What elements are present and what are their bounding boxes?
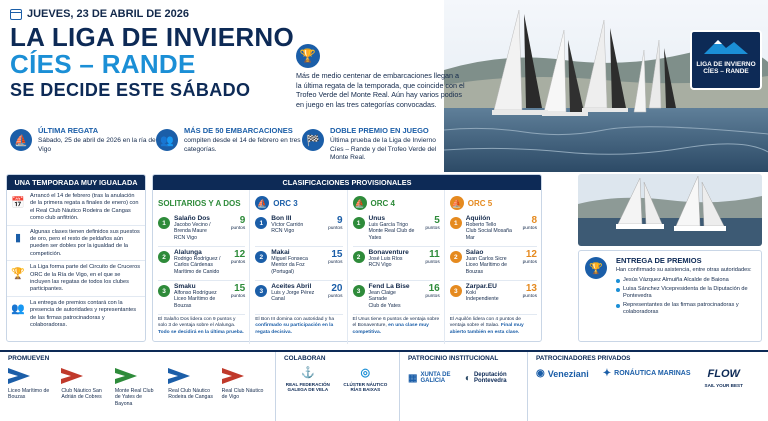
club-name: Liceo Marítimo de Bouzas: [8, 388, 50, 401]
club-name: Real Club Náutico de Vigo: [221, 388, 264, 401]
boat-name: Makai: [271, 249, 290, 256]
boat-info: [369, 283, 416, 314]
club-logo: [115, 366, 160, 407]
boat-club: Monte Real Club de Yates: [368, 228, 415, 241]
points-label: puntos: [522, 226, 537, 231]
boat-crew: Luis García Trigo: [368, 222, 408, 228]
standing-row: [255, 283, 342, 315]
boat-info: [466, 283, 513, 314]
podium-icon: ▮: [14, 232, 22, 245]
points-value: 15: [331, 249, 343, 260]
boat-crew: Koki: [465, 290, 476, 296]
boat-info: [174, 283, 221, 314]
position-badge: 1: [450, 217, 462, 229]
cluster-name: CLÚSTER NÁUTICO RÍAS BAIXAS: [343, 382, 388, 392]
boat-crew: Víctor Carrión: [271, 222, 304, 228]
boat-name: Aquilón: [465, 215, 491, 222]
class-header: [158, 194, 245, 212]
boat-info: [466, 249, 513, 280]
bullet-icon: [616, 304, 620, 308]
title-line1: LA LIGA DE INVIERNO: [10, 22, 295, 52]
sailboat-icon: ⛵: [353, 196, 367, 210]
collaborators-logos: [284, 366, 391, 392]
club-pennant-icon: [115, 366, 137, 386]
awards-item: [616, 302, 756, 316]
class-name: ORC 5: [467, 198, 493, 208]
boat-info: [369, 215, 416, 246]
classification-column: [153, 190, 250, 344]
class-note: [450, 317, 537, 336]
season-panel: [6, 174, 146, 342]
boat-club: RCN Vigo: [174, 234, 197, 241]
points-block: [221, 215, 245, 246]
boat-club: Liceo Marítimo de Bouzas: [174, 296, 216, 309]
position-badge: 2: [255, 251, 267, 263]
awards-intro: Han confirmado su asistencia, entre otras autoridades:: [616, 267, 752, 273]
points-block: [319, 283, 343, 314]
class-note-highlight: Todo se decidirá en la última prueba.: [158, 329, 244, 335]
trophy-icon: 🏆: [585, 257, 607, 279]
awards-item: [616, 277, 756, 284]
people-icon: 👥: [11, 303, 25, 316]
promoters-group: [0, 352, 276, 421]
class-name: ORC 3: [273, 198, 298, 208]
promoters-title: PROMUEVEN: [8, 355, 50, 362]
points-value: 15: [234, 283, 246, 294]
classifications-title: CLASIFICACIONES PROVISIONALES: [153, 175, 541, 190]
bullet-icon: [616, 288, 620, 292]
date-text: JUEVES, 23 DE ABRIL DE 2026: [27, 8, 190, 20]
awards-item: [616, 286, 756, 300]
points-value: 13: [525, 283, 537, 294]
points-value: 12: [234, 249, 246, 260]
points-value: 9: [336, 215, 343, 226]
points-block: [221, 249, 245, 280]
boat-info: [174, 249, 221, 280]
boat-club: Club Social Mosaña Mar: [465, 228, 512, 241]
standing-row: [450, 215, 537, 247]
awards-item-text: Representantes de las firmas patrocinadoras y colaboradoras: [623, 302, 739, 315]
boat-crew: Jacobo Vecino / Brenda Maure: [174, 222, 211, 235]
collaborators-group: [276, 352, 400, 421]
boat-info: [466, 215, 513, 246]
title-line2: CÍES – RANDE: [10, 49, 196, 79]
group-icon: 👥: [156, 129, 178, 151]
secondary-photo: [578, 174, 762, 246]
veneziani-logo: [536, 368, 589, 379]
position-badge: 3: [353, 285, 365, 297]
boat-club: RCN Vigo: [271, 228, 295, 235]
mountain-logo-icon: [704, 38, 748, 54]
boat-crew: Alfonso Rodríguez: [174, 290, 217, 296]
standing-row: [353, 283, 440, 315]
boat-crew: José Luis Ríos: [368, 256, 403, 262]
points-block: [513, 283, 537, 314]
club-logo: [168, 366, 213, 401]
boat-club: Independiente: [465, 296, 499, 303]
class-note-text: El Aquilón lidera con 4 puntos de ventaja sobre el Salao.: [449, 317, 521, 329]
class-note: [255, 317, 342, 336]
boat-info: [174, 215, 221, 246]
ronautica-logo: [603, 368, 691, 379]
fact-last-regatta: [10, 126, 156, 168]
season-item-text: La entrega de premios contará con la presencia de autoridades y representantes de las firmas patrocinadoras y colaboradoras.: [30, 299, 137, 329]
points-block: [513, 249, 537, 280]
club-name: Club Náutico San Adrián de Cobres: [61, 388, 102, 401]
position-badge: 2: [353, 251, 365, 263]
classification-columns: [153, 190, 541, 344]
deputacion-icon: ◐: [464, 372, 471, 384]
xunta-logo: [408, 372, 457, 384]
boat-info: [271, 283, 318, 314]
boat-crew: Rodrigo Rodríguez / Carlos Cárdenas: [174, 256, 221, 269]
season-item: [7, 261, 145, 297]
awards-title: ENTREGA DE PREMIOS: [616, 256, 702, 265]
federation-name: REAL FEDERACIÓN GALEGA DE VELA: [285, 382, 330, 392]
ronautica-icon: ✦: [602, 368, 612, 379]
points-value: 16: [428, 283, 440, 294]
cluster-icon: ◎: [360, 367, 371, 379]
key-facts: [10, 126, 450, 168]
position-badge: 2: [450, 251, 462, 263]
badge-line1: LIGA DE INVIERNO: [696, 61, 756, 68]
awards-list: [616, 277, 756, 316]
class-note-text: El Unus tiene 6 puntos de ventaja sobre el Bonaventure,: [352, 317, 440, 329]
points-block: [416, 283, 440, 314]
club-name: Monte Real Club de Yates de Bayona: [114, 388, 154, 407]
season-title: UNA TEMPORADA MUY IGUALADA: [7, 175, 145, 190]
class-note-highlight: confirmado su participación en la regata decisiva.: [255, 323, 334, 335]
class-note-text: El Bon III domina con autoridad y ha: [255, 317, 335, 322]
flag-icon: 🏁: [302, 129, 324, 151]
trophy-icon: 🏆: [296, 44, 320, 68]
fact-title: MÁS DE 50 EMBARCACIONES: [184, 126, 293, 135]
fact-text: Última prueba de la Liga de Invierno Cíes – Rande y del Trofeo Verde del Monte Real.: [330, 137, 437, 162]
points-block: [319, 249, 343, 280]
boat-name: Salaño Dos: [174, 215, 210, 222]
institutional-logos: [408, 366, 519, 384]
calendar-icon: 📅: [11, 196, 25, 209]
subtitle: SE DECIDE ESTE SÁBADO: [10, 80, 251, 100]
club-pennant-icon: [8, 366, 30, 386]
boat-crew: Juan Carlos Sicre: [465, 256, 507, 262]
boat-crew: Roberto Tello: [465, 222, 497, 228]
standing-row: [255, 215, 342, 247]
season-item-text: Algunas clases tienen definidos sus puestos de oro, pero el resto de peldaños aún pueden ser dobles por la igualdad de la competición.: [30, 228, 140, 257]
boat-name: Salao: [465, 249, 484, 256]
points-block: [416, 215, 440, 246]
sailboat-icon: ⛵: [10, 129, 32, 151]
flow-name: FLOW: [707, 368, 740, 380]
points-label: puntos: [328, 226, 343, 231]
club-logo: [222, 366, 267, 401]
trophy-icon: 🏆: [11, 267, 25, 280]
points-label: puntos: [425, 260, 440, 265]
sponsors-footer: [0, 350, 768, 421]
fact-title: DOBLE PREMIO EN JUEGO: [330, 126, 429, 135]
promoters-logos: [8, 366, 267, 407]
position-badge: 1: [353, 217, 365, 229]
standing-row: [158, 283, 245, 315]
season-item: [7, 190, 145, 226]
points-value: 11: [429, 249, 440, 260]
fact-text: Sábado, 25 de abril de 2026 en la ría de Vigo: [38, 137, 156, 153]
boat-club: RCN Vigo: [368, 262, 392, 269]
classification-column: [250, 190, 347, 344]
intro-text: Más de medio centenar de embarcaciones llegan a la última regata de la temporada, que coincide con el Trofeo Verde del Monte Real. Aún hay varios podios en juego en las tres categorías convocadas.: [296, 71, 465, 109]
class-name: ORC 4: [370, 198, 395, 208]
fact-text: compiten desde el 14 de febrero en tres categorías.: [184, 137, 301, 153]
deputacion-name: Deputación Pontevedra: [473, 372, 507, 384]
awards-item-text: Luisa Sánchez Vicepresidenta de la Diputación de Pontevedra: [623, 286, 748, 299]
fact-double-prize: [302, 126, 448, 168]
points-label: puntos: [522, 294, 537, 299]
class-header: [353, 194, 440, 212]
points-value: 12: [525, 249, 537, 260]
fact-title: ÚLTIMA REGATA: [38, 126, 99, 135]
classifications-panel: [152, 174, 542, 342]
federation-icon: ⚓: [300, 367, 315, 379]
institutional-title: PATROCINIO INSTITUCIONAL: [408, 355, 499, 362]
badge-line2: CÍES – RANDE: [703, 68, 749, 75]
club-pennant-icon: [222, 366, 244, 386]
points-label: puntos: [425, 226, 440, 231]
points-value: 5: [434, 215, 440, 226]
awards-item-text: Jesús Vázquez Almuiña Alcalde de Baiona: [623, 277, 729, 283]
sailboat-icon: ⛵: [255, 196, 269, 210]
flow-logo: [705, 368, 743, 388]
position-badge: 3: [450, 285, 462, 297]
boat-club: Liceo Marítimo de Bouzas: [465, 262, 507, 275]
private-sponsors-title: PATROCINADORES PRIVADOS: [536, 355, 631, 362]
deputacion-logo: [465, 372, 519, 384]
class-header: [255, 194, 342, 212]
points-block: [513, 215, 537, 246]
xunta-icon: ▦: [408, 372, 418, 384]
boat-name: Zarpar.EU: [465, 283, 497, 290]
points-block: [319, 215, 343, 246]
standing-row: [353, 249, 440, 281]
class-note-highlight: en una clase muy competitiva.: [352, 323, 429, 335]
flow-tagline: SAIL YOUR BEST: [704, 383, 743, 388]
standing-row: [353, 215, 440, 247]
boat-info: [271, 215, 318, 246]
institutional-group: [400, 352, 528, 421]
points-value: 20: [331, 283, 343, 294]
boat-name: Alalunga: [174, 249, 202, 256]
season-item-text: La Liga forma parte del Circuito de Cruceros ORC de la Ría de Vigo, en el que se incluyen las regatas de todos los clubes participantes.: [30, 264, 141, 293]
date-line: [10, 8, 189, 20]
club-pennant-icon: [61, 366, 83, 386]
points-label: puntos: [425, 294, 440, 299]
boat-name: Bonaventure: [368, 249, 409, 256]
season-item-text: Arrancó el 14 de febrero (tras la anulación de la primera regata a finales de enero) con el Real Club Náutico Rodeira de Cangas como club anfitrión.: [30, 193, 139, 222]
class-note-highlight: Final muy abierto también en esta clase.: [449, 323, 524, 335]
points-value: 9: [239, 215, 246, 226]
boat-info: [271, 249, 318, 280]
points-block: [416, 249, 440, 280]
standing-row: [255, 249, 342, 281]
boat-club: Mentor da Foz (Portugal): [271, 262, 305, 275]
points-value: 8: [531, 215, 537, 226]
boat-name: Smaku: [174, 283, 196, 290]
boat-name: Bon III: [271, 215, 292, 222]
season-item: [7, 226, 145, 262]
points-label: puntos: [230, 294, 246, 299]
boat-crew: Luis y Jorge Pérez Canal: [271, 290, 315, 303]
classification-column: [445, 190, 541, 344]
position-badge: 1: [255, 217, 267, 229]
class-note-text: El Salaño Dos lidera con 9 puntos y solo 3 de ventaja sobre el Alalunga.: [158, 317, 236, 329]
boat-info: [369, 249, 416, 280]
bullet-icon: [616, 279, 620, 283]
ronautica-name: RONÁUTICA MARINAS: [614, 370, 691, 377]
sailboat-icon: ⛵: [450, 196, 464, 210]
points-label: puntos: [230, 226, 246, 231]
class-note: [353, 317, 440, 336]
boat-club: Club de Yates: [368, 302, 401, 309]
collaborators-title: COLABORAN: [284, 355, 326, 362]
position-badge: 3: [255, 285, 267, 297]
position-badge: 3: [158, 285, 170, 297]
points-block: [221, 283, 245, 314]
position-badge: 2: [158, 251, 170, 263]
boat-club: Marítimo de Canido: [174, 268, 220, 275]
private-sponsors-group: [528, 352, 768, 421]
classification-column: [348, 190, 445, 344]
veneziani-icon: ◉: [536, 368, 545, 379]
points-label: puntos: [522, 260, 537, 265]
class-note: [158, 317, 245, 336]
position-badge: 1: [158, 217, 170, 229]
club-logo: [61, 366, 106, 401]
fact-boats: [156, 126, 302, 168]
federation-logo: [284, 366, 332, 392]
cluster-logo: [340, 366, 391, 392]
class-header: [450, 194, 537, 212]
points-label: puntos: [230, 260, 246, 265]
class-name: SOLITARIOS Y A DOS: [158, 198, 241, 208]
club-logo: [8, 366, 53, 401]
points-label: puntos: [328, 294, 343, 299]
boat-name: Fend La Bise: [368, 283, 410, 290]
boat-crew: Miguel Fonseca: [271, 256, 308, 262]
standing-row: [450, 283, 537, 315]
boat-name: Unus: [368, 215, 385, 222]
boat-name: Aceites Abril: [271, 283, 312, 290]
private-sponsors-logos: [536, 368, 760, 388]
boat-crew: Jean Claige Sarrade: [368, 290, 396, 303]
veneziani-name: Veneziani: [547, 368, 589, 379]
league-badge: [690, 30, 762, 90]
standing-row: [158, 249, 245, 281]
points-label: puntos: [328, 260, 343, 265]
season-item: [7, 297, 145, 332]
club-pennant-icon: [168, 366, 190, 386]
awards-panel: [578, 250, 762, 342]
club-name: Real Club Náutico Rodeira de Cangas: [168, 388, 213, 401]
xunta-name: XUNTA DE GALICIA: [420, 372, 451, 384]
calendar-icon: [10, 9, 22, 20]
standing-row: [450, 249, 537, 281]
standing-row: [158, 215, 245, 247]
